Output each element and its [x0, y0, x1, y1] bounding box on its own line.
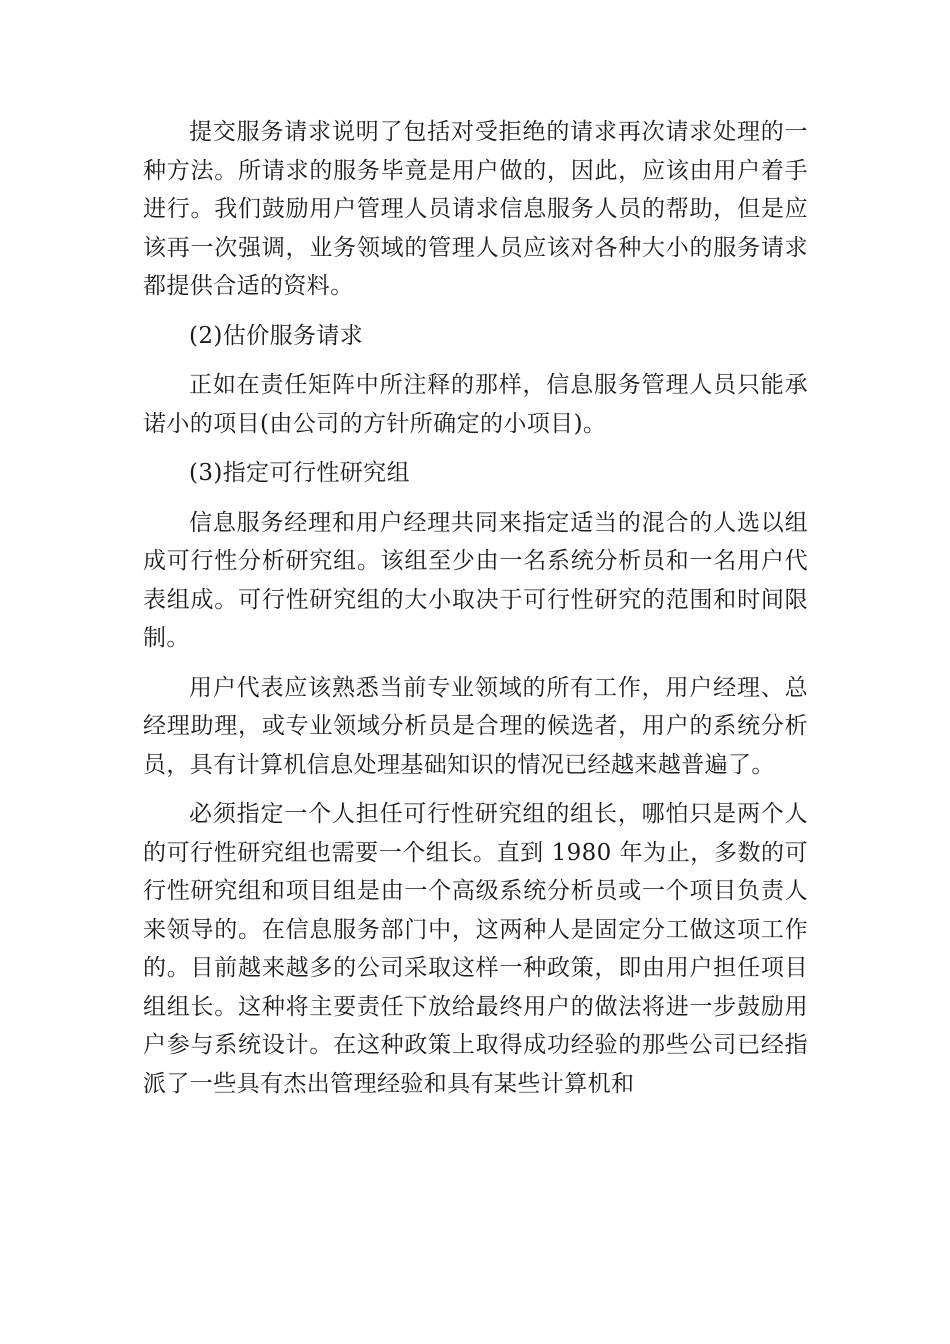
paragraph-user-representative: 用户代表应该熟悉当前专业领域的所有工作，用户经理、总经理助理，或专业领域分析员是合理的候选者，用户的系统分析员，具有计算机信息处理基础知识的情况已经越来越普遍了。 [143, 674, 808, 778]
paragraph-service-request: 提交服务请求说明了包括对受拒绝的请求再次请求处理的一种方法。所请求的服务毕竟是用户做的，因此，应该由用户着手进行。我们鼓励用户管理人员请求信息服务人员的帮助，但是应该再一次强调，业务领域的管理人员应该对各种大小的服务请求都提供合适的资料。 [143, 119, 808, 299]
document-page [143, 113, 808, 1114]
section-heading-evaluate-request: (2)估价服务请求 [189, 322, 364, 349]
section-heading-feasibility-team: (3)指定可行性研究组 [189, 460, 410, 486]
paragraph-team-composition: 信息服务经理和用户经理共同来指定适当的混合的人选以组成可行性分析研究组。该组至少由一名系统分析员和一名用户代表组成。可行性研究组的大小取决于可行性研究的范围和时间限制。 [143, 509, 808, 651]
paragraph-responsibility-matrix: 正如在责任矩阵中所注释的那样，信息服务管理人员只能承诺小的项目(由公司的方针所确定的小项目)。 [143, 372, 808, 437]
paragraph-team-leader: 必须指定一个人担任可行性研究组的组长，哪怕只是两个人的可行性研究组也需要一个组长。直到 1980 年为止，多数的可行性研究组和项目组是由一个高级系统分析员或一个项目负责人来领导的。在信息服务部门中，这两种人是固定分工做这项工作的。目前越来越多的公司采取这样一种政策，即由用户担任项目组组长。这种将主要责任下放给最终用户的做法将进一步鼓励用户参与系统设计。在这种政策上取得成功经验的那些公司已经指派了一些具有杰出管理经验和具有某些计算机和 [143, 801, 808, 1097]
